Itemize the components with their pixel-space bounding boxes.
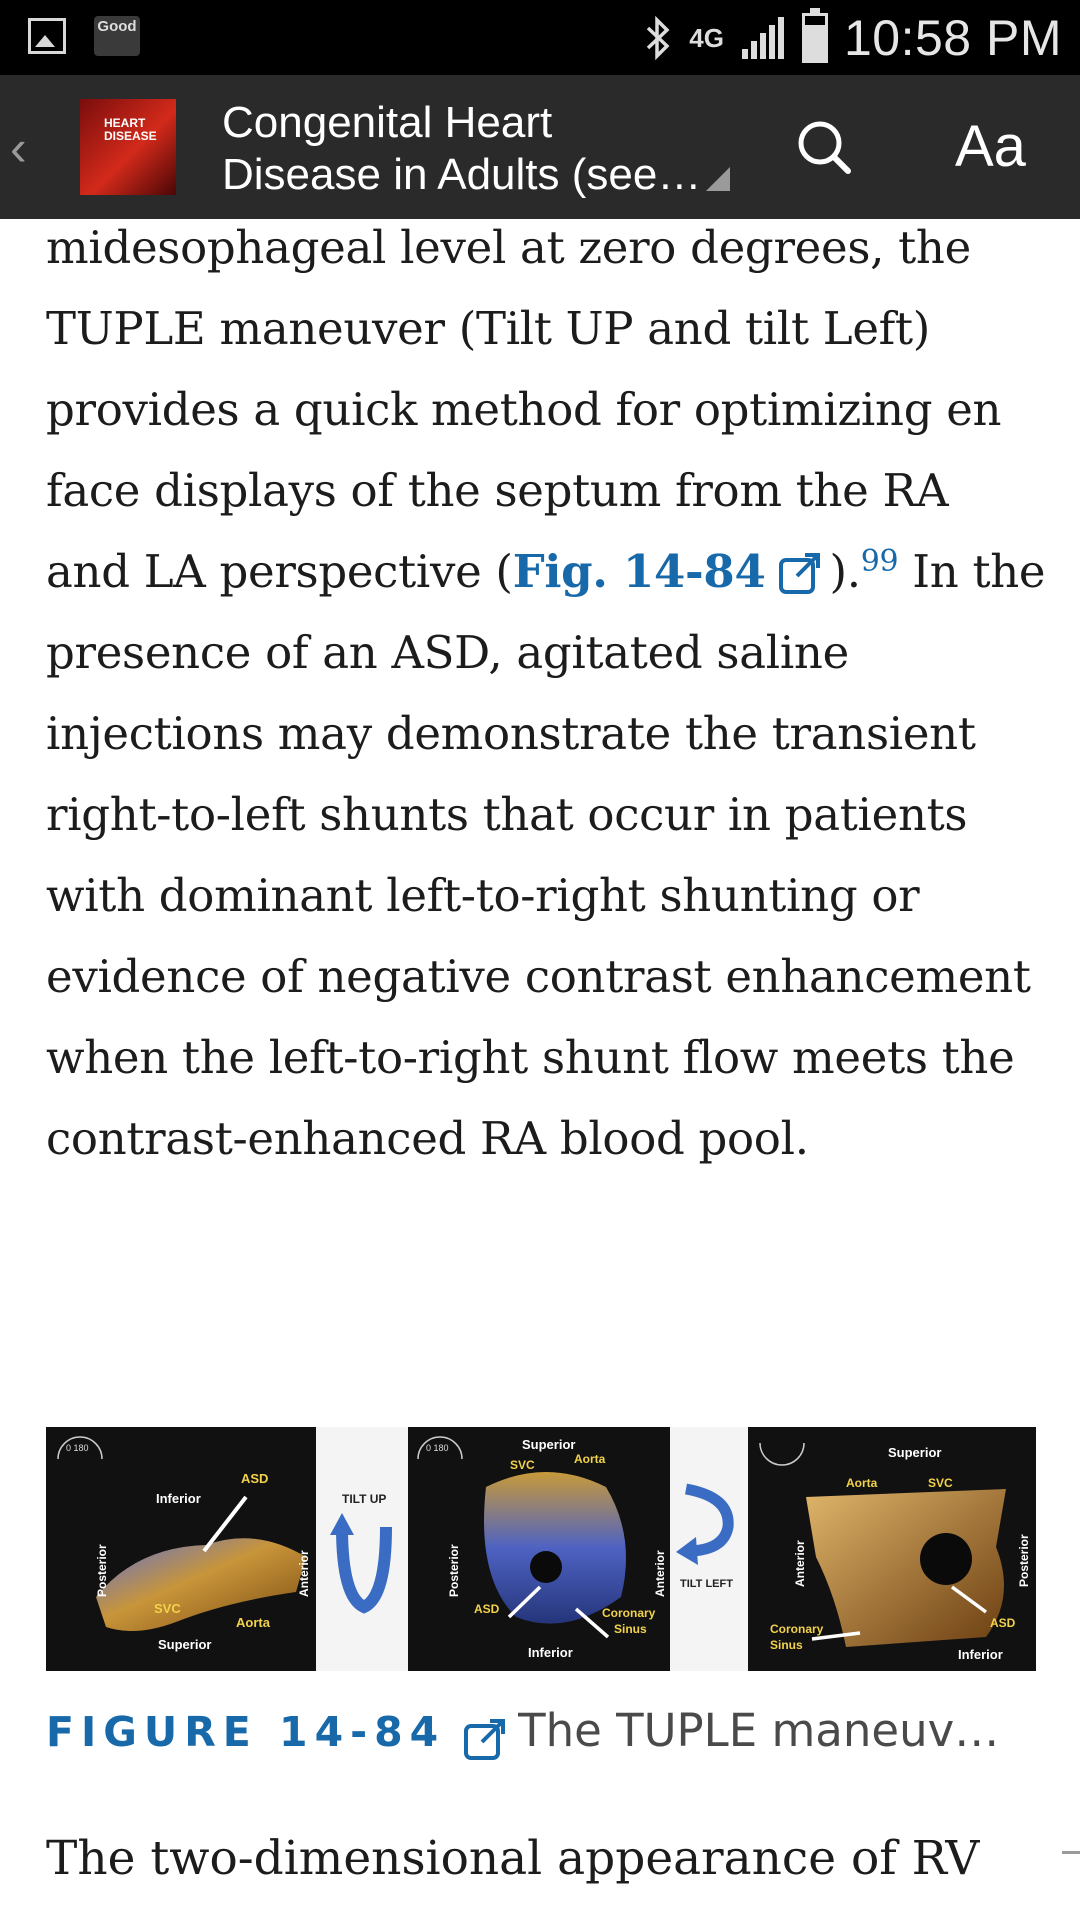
open-external-icon[interactable] (462, 1716, 508, 1762)
svg-text:Coronary: Coronary (602, 1606, 656, 1620)
svg-text:Superior: Superior (158, 1637, 212, 1652)
svg-text:Anterior: Anterior (653, 1550, 667, 1597)
svg-text:Sinus: Sinus (770, 1638, 803, 1652)
figure-caption[interactable] (46, 1704, 1046, 1768)
svg-text:ASD: ASD (241, 1471, 269, 1486)
svg-text:Anterior: Anterior (793, 1540, 807, 1587)
svg-text:Aorta: Aorta (846, 1476, 878, 1490)
signal-icon (740, 15, 786, 61)
clock: 10:58 PM (843, 10, 1062, 66)
svg-text:Inferior: Inferior (528, 1645, 573, 1660)
open-external-icon[interactable] (777, 550, 823, 596)
svg-text:ASD: ASD (474, 1602, 500, 1616)
svg-text:SVC: SVC (928, 1476, 953, 1490)
book-cover-thumbnail[interactable]: HEART DISEASE (80, 99, 176, 195)
status-bar (0, 0, 1080, 75)
figure-caption-text: The TUPLE maneuv… (518, 1704, 1000, 1757)
svg-text:Posterior: Posterior (95, 1544, 109, 1597)
svg-text:Sinus: Sinus (614, 1622, 647, 1636)
battery-icon (802, 13, 828, 63)
citation-link[interactable]: 99 (860, 544, 899, 579)
font-size-button[interactable]: Aa (955, 114, 1026, 179)
svg-text:Superior: Superior (522, 1437, 576, 1452)
svg-text:SVC: SVC (154, 1601, 181, 1616)
figure-label[interactable]: FIGURE 14-84 (46, 1708, 446, 1756)
next-paragraph: The two-dimensional appearance of RV (46, 1831, 980, 1886)
svg-text:Superior: Superior (888, 1445, 942, 1460)
search-icon[interactable] (796, 119, 852, 175)
good-notification-icon: Good (94, 16, 140, 56)
svg-text:Posterior: Posterior (1017, 1534, 1031, 1587)
svg-text:ASD: ASD (990, 1616, 1016, 1630)
svg-text:Anterior: Anterior (297, 1550, 311, 1597)
svg-text:SVC: SVC (510, 1458, 535, 1472)
svg-text:Inferior: Inferior (156, 1491, 201, 1506)
echo-figure-panels (46, 1427, 1036, 1671)
dropdown-corner-icon[interactable] (706, 167, 730, 191)
network-type: 4G (689, 22, 724, 53)
bluetooth-icon (643, 16, 673, 60)
svg-text:Posterior: Posterior (447, 1544, 461, 1597)
svg-text:TILT LEFT: TILT LEFT (680, 1578, 733, 1590)
reader-content[interactable] (0, 219, 1080, 1920)
chapter-title-dropdown[interactable] (222, 97, 722, 201)
gallery-notification-icon (28, 18, 66, 54)
chapter-title-line1: Congenital Heart (222, 98, 553, 147)
app-bar (0, 75, 1080, 219)
svg-text:0 180: 0 180 (66, 1443, 89, 1453)
svg-text:Coronary: Coronary (770, 1622, 824, 1636)
chapter-title-line2: Disease in Adults (see… (222, 150, 702, 199)
svg-text:Aorta: Aorta (236, 1615, 270, 1630)
svg-text:0 180: 0 180 (426, 1443, 449, 1453)
back-chevron-icon[interactable]: ‹ (10, 120, 27, 176)
figure-link[interactable]: Fig. 14-84 (512, 545, 766, 598)
svg-text:Aorta: Aorta (574, 1452, 606, 1466)
scroll-indicator[interactable] (1062, 1851, 1080, 1854)
figure-image[interactable] (46, 1427, 1036, 1671)
body-paragraph: midesophageal level at zero degrees, the TUPLE maneuver (Tilt UP and tilt Left) provides a quick method for optimizing en face displays of the septum from the RA and LA perspective (Fig. 14-84 ).$^{99}$ In the presence of an ASD, agitated saline injections may demonstrate the transient right-to-left shunts that occur in patients with dominant left-to-right shunting or evidence of negative contrast enhancement when the left-to-right shunt flow meets the contrast-enhanced RA blood pool. (46, 221, 1046, 1165)
svg-text:TILT UP: TILT UP (342, 1492, 387, 1506)
svg-text:Inferior: Inferior (958, 1647, 1003, 1662)
